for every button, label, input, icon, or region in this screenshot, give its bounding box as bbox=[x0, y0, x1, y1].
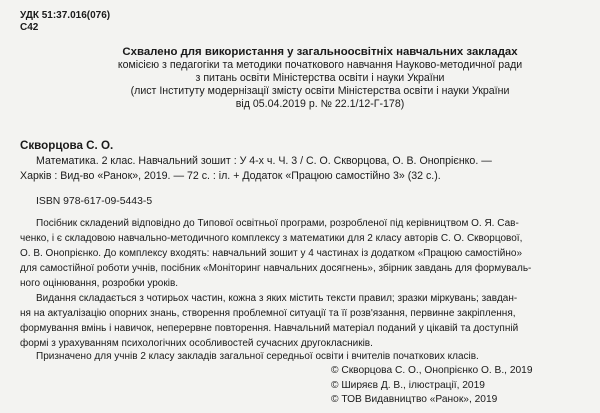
annotation-paragraph bbox=[20, 349, 596, 364]
approval-line: з питань освіти Міністерства освіти і науки України bbox=[195, 72, 445, 84]
isbn: ISBN 978-617-09-5443-5 bbox=[36, 196, 153, 207]
copyright-line: © Ширяєв Д. В., ілюстрації, 2019 bbox=[331, 379, 485, 391]
approval-block bbox=[44, 45, 596, 111]
paragraph-line: ного оцінювання, розробки уроків. bbox=[20, 278, 179, 289]
bibliographic-description bbox=[20, 154, 596, 184]
annotation-paragraph bbox=[20, 216, 596, 291]
description-line: Харків : Вид-во «Ранок», 2019. — 72 с. : іл. + Додаток «Працюю самостійно 3» (32 с.). bbox=[20, 170, 441, 182]
paragraph-line: Призначено для учнів 2 класу закладів загальної середньої освіти і вчителів початкових класів. bbox=[36, 351, 479, 362]
approval-line: від 05.04.2019 р. № 22.1/12-Г-178) bbox=[235, 98, 405, 110]
paragraph-line: ня на актуалізацію опорних знань, створення проблемної ситуації та її розв'язання, первинне закріплення, bbox=[20, 308, 516, 319]
paragraph-line: для самостійної роботи учнів, посібник «Моніторинг навчальних досягнень», збірник завдань для формуваль- bbox=[20, 263, 532, 274]
copyright-line: © Скворцова С. О., Онопрієнко О. В., 2019 bbox=[331, 365, 533, 376]
paragraph-line: ченко, і є складовою навчально-методичного комплексу з математики для 2 класу авторів С. О. Скворцової, bbox=[20, 233, 523, 244]
annotation-paragraph bbox=[20, 291, 596, 351]
approval-line: комісією з педагогіки та методики початкового навчання Науково-методичної ради bbox=[117, 59, 523, 71]
paragraph-line: формі з урахуванням психологічних особливостей сучасних другокласників. bbox=[20, 338, 373, 349]
copyright-line: © ТОВ Видавництво «Ранок», 2019 bbox=[331, 394, 498, 405]
bbk-code: С42 bbox=[20, 22, 39, 33]
copyright-block bbox=[331, 364, 532, 408]
approval-line: (лист Інституту модернізації змісту освіти Міністерства освіти і науки України bbox=[130, 85, 510, 97]
paragraph-line: Видання складається з чотирьох частин, кожна з яких містить тексти правил; зразки міркувань; завдан- bbox=[36, 293, 518, 304]
paragraph-line: Посібник складений відповідно до Типової освітньої програми, розробленої під керівництвом О. Я. Сав- bbox=[36, 218, 519, 229]
description-line: Математика. 2 клас. Навчальний зошит : У 4-х ч. Ч. 3 / С. О. Скворцова, О. В. Онопрієнко. — bbox=[36, 155, 492, 167]
udk-code: УДК 51:37.016(076) bbox=[20, 10, 111, 21]
paragraph-line: формування вмінь і навичок, неперервне повторення. Навчальний матеріал поданий у цікавій та доступній bbox=[20, 323, 519, 334]
approval-title: Схвалено для використання у загальноосвітніх навчальних закладах bbox=[122, 46, 518, 58]
paragraph-line: О. В. Онопрієнко. До комплексу входять: навчальний зошит у 4 частинах із додатком «Працюю самостійно» bbox=[20, 248, 523, 259]
classification-codes bbox=[20, 10, 110, 34]
author-heading: Скворцова С. О. bbox=[20, 139, 114, 152]
